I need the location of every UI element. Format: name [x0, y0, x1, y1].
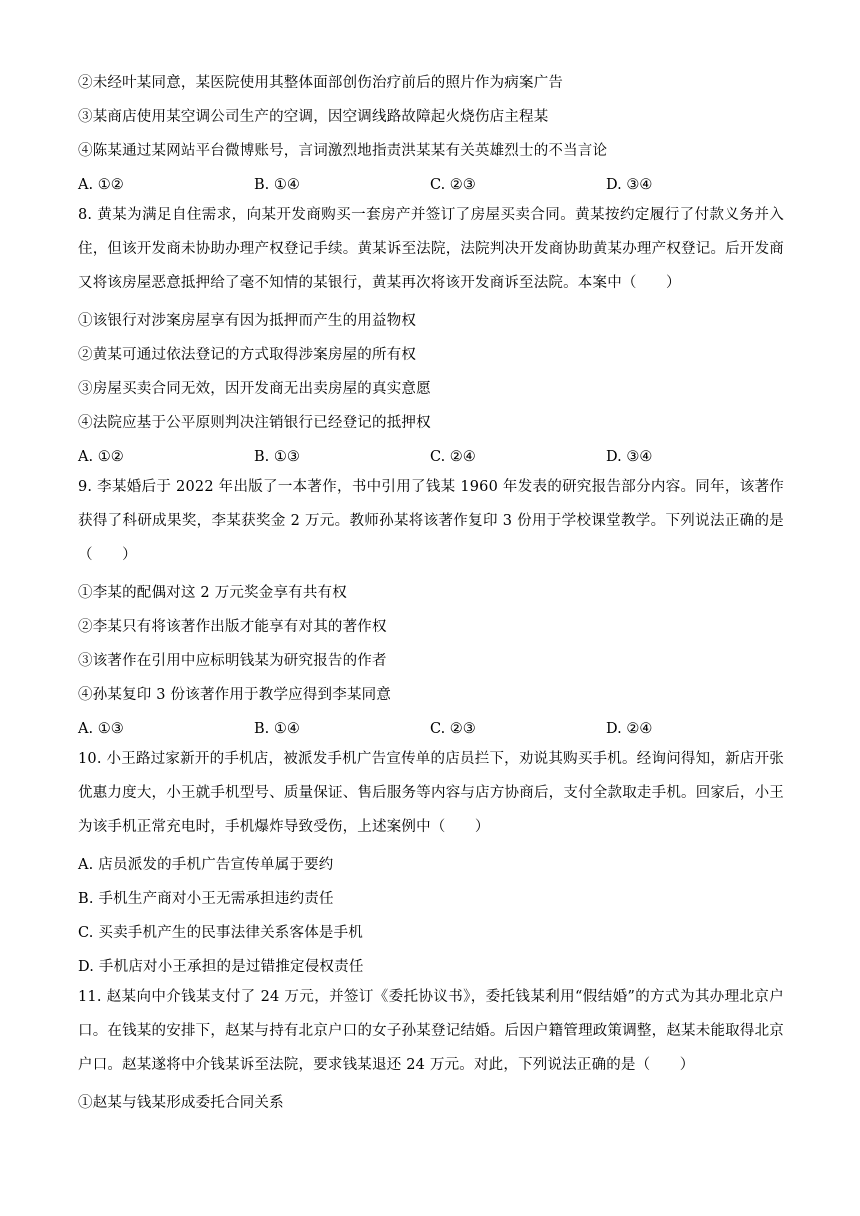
- q11-stem: 11. 赵某向中介钱某支付了 24 万元，并签订《委托协议书》，委托钱某利用“假结婚”的方式为其办理北京户口。在钱某的安排下，赵某与持有北京户口的女子孙某登记结婚。后因户籍管理政策调整，赵某未能取得北京户口。赵某遂将中介钱某诉至法院，要求钱某退还 24 万元。对此，下列说法正确的是（ ）: [78, 989, 784, 1073]
- q8-option-b[interactable]: B. ①③: [254, 449, 300, 465]
- q9-item-1: ①李某的配偶对这 2 万元奖金享有共有权: [78, 585, 347, 601]
- q7-option-c[interactable]: C. ②③: [430, 177, 476, 193]
- q7-item-3: ③某商店使用某空调公司生产的空调，因空调线路故障起火烧伤店主程某: [78, 109, 549, 125]
- q9-item-3: ③该著作在引用中应标明钱某为研究报告的作者: [78, 653, 387, 669]
- q8-item-4: ④法院应基于公平原则判决注销银行已经登记的抵押权: [78, 415, 431, 431]
- q9-option-c[interactable]: C. ②③: [430, 721, 476, 737]
- q7-option-a[interactable]: A. ①②: [78, 177, 124, 193]
- q7-item-2: ②未经叶某同意，某医院使用其整体面部创伤治疗前后的照片作为病案广告: [78, 75, 564, 91]
- q9-option-a[interactable]: A. ①③: [78, 721, 124, 737]
- q10-option-a[interactable]: A. 店员派发的手机广告宣传单属于要约: [78, 857, 334, 873]
- q8-option-a[interactable]: A. ①②: [78, 449, 124, 465]
- q8-option-d[interactable]: D. ③④: [606, 449, 653, 465]
- q10-option-b[interactable]: B. 手机生产商对小王无需承担违约责任: [78, 891, 334, 907]
- q7-option-d[interactable]: D. ③④: [606, 177, 653, 193]
- q8-stem: 8. 黄某为满足自住需求，向某开发商购买一套房产并签订了房屋买卖合同。黄某按约定履行了付款义务并入住，但该开发商未协助办理产权登记手续。黄某诉至法院，法院判决开发商协助黄某办理产权登记。后开发商又将该房屋恶意抵押给了毫不知情的某银行，黄某再次将该开发商诉至法院。本案中（ ）: [78, 207, 784, 291]
- q8-item-2: ②黄某可通过依法登记的方式取得涉案房屋的所有权: [78, 347, 417, 363]
- q10-option-d[interactable]: D. 手机店对小王承担的是过错推定侵权责任: [78, 959, 364, 975]
- q8-option-c[interactable]: C. ②④: [430, 449, 476, 465]
- q9-option-b[interactable]: B. ①④: [254, 721, 300, 737]
- q11-item-1: ①赵某与钱某形成委托合同关系: [78, 1095, 284, 1111]
- q8-item-1: ①该银行对涉案房屋享有因为抵押而产生的用益物权: [78, 313, 417, 329]
- q9-item-4: ④孙某复印 3 份该著作用于教学应得到李某同意: [78, 687, 392, 703]
- q8-item-3: ③房屋买卖合同无效，因开发商无出卖房屋的真实意愿: [78, 381, 431, 397]
- q9-item-2: ②李某只有将该著作出版才能享有对其的著作权: [78, 619, 387, 635]
- q10-stem: 10. 小王路过家新开的手机店，被派发手机广告宣传单的店员拦下，劝说其购买手机。经询问得知，新店开张优惠力度大，小王就手机型号、质量保证、售后服务等内容与店方协商后，支付全款取走手机。回家后，小王为该手机正常充电时，手机爆炸导致受伤，上述案例中（ ）: [78, 751, 784, 835]
- q9-option-d[interactable]: D. ②④: [606, 721, 653, 737]
- q9-stem: 9. 李某婚后于 2022 年出版了一本著作，书中引用了钱某 1960 年发表的研究报告部分内容。同年，该著作获得了科研成果奖，李某获奖金 2 万元。教师孙某将该著作复印 3 份用于学校课堂教学。下列说法正确的是（ ）: [78, 479, 784, 563]
- q10-option-c[interactable]: C. 买卖手机产生的民事法律关系客体是手机: [78, 925, 363, 941]
- q7-option-b[interactable]: B. ①④: [254, 177, 300, 193]
- q7-item-4: ④陈某通过某网站平台微博账号，言词激烈地指责洪某某有关英雄烈士的不当言论: [78, 143, 608, 159]
